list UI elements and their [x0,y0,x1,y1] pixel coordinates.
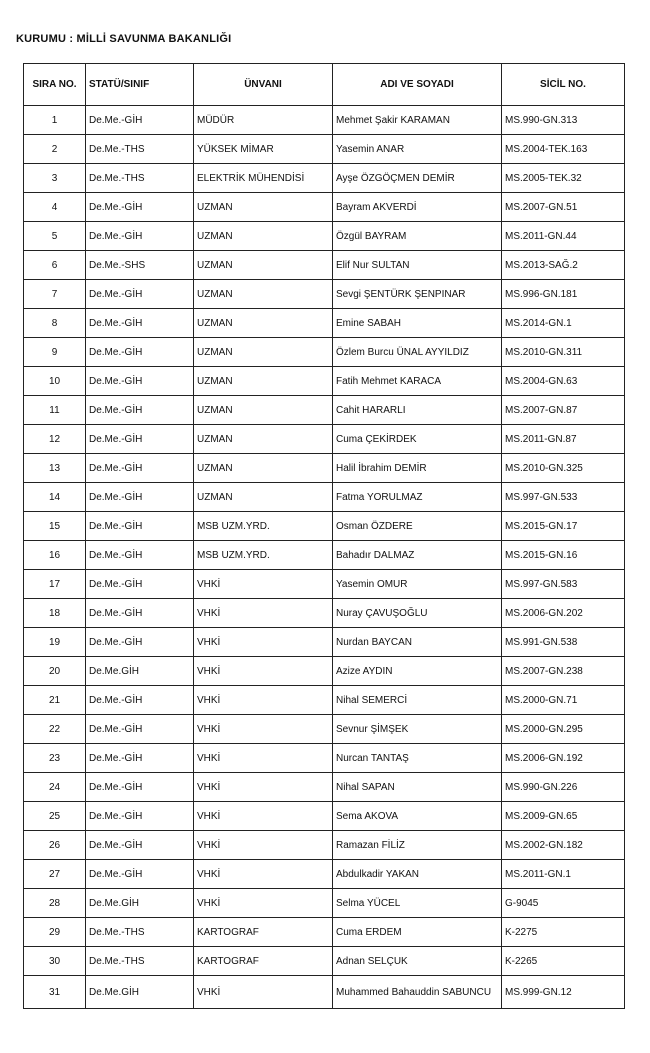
statu-sinif-cell: De.Me.-GİH [86,860,194,889]
table-row [24,396,625,425]
table-row [24,541,625,570]
sicil-no-cell: MS.2007-GN.238 [502,657,625,686]
table-row [24,454,625,483]
table-row [24,657,625,686]
row-number-cell: 1 [24,106,86,135]
sicil-no-cell: K-2265 [502,947,625,976]
statu-sinif-cell: De.Me.-THS [86,918,194,947]
table-row [24,425,625,454]
adi-soyadi-cell: Cahit HARARLI [333,396,502,425]
adi-soyadi-cell: Sevnur ŞİMŞEK [333,715,502,744]
table-row [24,193,625,222]
sicil-no-cell: MS.2011-GN.1 [502,860,625,889]
statu-sinif-cell: De.Me.-GİH [86,773,194,802]
unvan-cell: UZMAN [194,367,333,396]
adi-soyadi-cell: Cuma ÇEKİRDEK [333,425,502,454]
table-row [24,773,625,802]
table-row [24,483,625,512]
table-row [24,309,625,338]
unvan-cell: UZMAN [194,425,333,454]
statu-sinif-cell: De.Me.-GİH [86,483,194,512]
unvan-cell: MÜDÜR [194,106,333,135]
row-number-cell: 10 [24,367,86,396]
row-number-cell: 28 [24,889,86,918]
row-number-cell: 16 [24,541,86,570]
header-sicil-no: SİCİL NO. [502,64,625,106]
table-row [24,628,625,657]
adi-soyadi-cell: Elif Nur SULTAN [333,251,502,280]
unvan-cell: UZMAN [194,309,333,338]
statu-sinif-cell: De.Me.-GİH [86,106,194,135]
row-number-cell: 15 [24,512,86,541]
adi-soyadi-cell: Fatih Mehmet KARACA [333,367,502,396]
sicil-no-cell: MS.2014-GN.1 [502,309,625,338]
adi-soyadi-cell: Nuray ÇAVUŞOĞLU [333,599,502,628]
adi-soyadi-cell: Sema AKOVA [333,802,502,831]
adi-soyadi-cell: Ayşe ÖZGÖÇMEN DEMİR [333,164,502,193]
unvan-cell: VHKİ [194,831,333,860]
sicil-no-cell: MS.2005-TEK.32 [502,164,625,193]
unvan-cell: VHKİ [194,976,333,1009]
sicil-no-cell: MS.2002-GN.182 [502,831,625,860]
adi-soyadi-cell: Özlem Burcu ÜNAL AYYILDIZ [333,338,502,367]
row-number-cell: 27 [24,860,86,889]
table-row [24,570,625,599]
adi-soyadi-cell: Özgül BAYRAM [333,222,502,251]
unvan-cell: VHKİ [194,860,333,889]
row-number-cell: 30 [24,947,86,976]
table-row [24,831,625,860]
unvan-cell: VHKİ [194,773,333,802]
row-number-cell: 17 [24,570,86,599]
statu-sinif-cell: De.Me.-GİH [86,570,194,599]
statu-sinif-cell: De.Me.-GİH [86,280,194,309]
table-row [24,918,625,947]
header-adi-soyadi: ADI VE SOYADI [333,64,502,106]
statu-sinif-cell: De.Me.-GİH [86,744,194,773]
statu-sinif-cell: De.Me.-GİH [86,686,194,715]
statu-sinif-cell: De.Me.-GİH [86,512,194,541]
adi-soyadi-cell: Yasemin OMUR [333,570,502,599]
table-row [24,976,625,1009]
row-number-cell: 8 [24,309,86,338]
unvan-cell: KARTOGRAF [194,918,333,947]
table-row [24,802,625,831]
row-number-cell: 19 [24,628,86,657]
unvan-cell: UZMAN [194,280,333,309]
adi-soyadi-cell: Ramazan FİLİZ [333,831,502,860]
table-row [24,135,625,164]
unvan-cell: VHKİ [194,715,333,744]
sicil-no-cell: MS.2015-GN.17 [502,512,625,541]
unvan-cell: MSB UZM.YRD. [194,541,333,570]
unvan-cell: UZMAN [194,338,333,367]
sicil-no-cell: MS.990-GN.226 [502,773,625,802]
adi-soyadi-cell: Nurcan TANTAŞ [333,744,502,773]
table-row [24,512,625,541]
statu-sinif-cell: De.Me.-THS [86,164,194,193]
unvan-cell: ELEKTRİK MÜHENDİSİ [194,164,333,193]
statu-sinif-cell: De.Me.-GİH [86,193,194,222]
table-row [24,338,625,367]
table-row [24,860,625,889]
statu-sinif-cell: De.Me.GİH [86,976,194,1009]
sicil-no-cell: MS.2010-GN.311 [502,338,625,367]
statu-sinif-cell: De.Me.-GİH [86,628,194,657]
row-number-cell: 25 [24,802,86,831]
sicil-no-cell: MS.2007-GN.51 [502,193,625,222]
sicil-no-cell: MS.2000-GN.71 [502,686,625,715]
statu-sinif-cell: De.Me.-GİH [86,541,194,570]
unvan-cell: YÜKSEK MİMAR [194,135,333,164]
adi-soyadi-cell: Nihal SEMERCİ [333,686,502,715]
adi-soyadi-cell: Emine SABAH [333,309,502,338]
adi-soyadi-cell: Nurdan BAYCAN [333,628,502,657]
sicil-no-cell: MS.997-GN.583 [502,570,625,599]
unvan-cell: VHKİ [194,628,333,657]
statu-sinif-cell: De.Me.-GİH [86,367,194,396]
adi-soyadi-cell: Azize AYDIN [333,657,502,686]
sicil-no-cell: G-9045 [502,889,625,918]
statu-sinif-cell: De.Me.-GİH [86,802,194,831]
adi-soyadi-cell: Halil İbrahim DEMİR [333,454,502,483]
sicil-no-cell: MS.2006-GN.192 [502,744,625,773]
adi-soyadi-cell: Yasemin ANAR [333,135,502,164]
unvan-cell: UZMAN [194,483,333,512]
sicil-no-cell: MS.2011-GN.87 [502,425,625,454]
row-number-cell: 18 [24,599,86,628]
unvan-cell: VHKİ [194,570,333,599]
row-number-cell: 20 [24,657,86,686]
table-body [24,106,625,1009]
statu-sinif-cell: De.Me.-GİH [86,454,194,483]
sicil-no-cell: MS.2000-GN.295 [502,715,625,744]
statu-sinif-cell: De.Me.-SHS [86,251,194,280]
statu-sinif-cell: De.Me.-GİH [86,599,194,628]
row-number-cell: 2 [24,135,86,164]
sicil-no-cell: MS.2007-GN.87 [502,396,625,425]
table-row [24,744,625,773]
unvan-cell: VHKİ [194,889,333,918]
adi-soyadi-cell: Fatma YORULMAZ [333,483,502,512]
row-number-cell: 7 [24,280,86,309]
table-row [24,164,625,193]
unvan-cell: UZMAN [194,193,333,222]
row-number-cell: 11 [24,396,86,425]
statu-sinif-cell: De.Me.-GİH [86,396,194,425]
row-number-cell: 21 [24,686,86,715]
statu-sinif-cell: De.Me.-THS [86,947,194,976]
row-number-cell: 9 [24,338,86,367]
unvan-cell: UZMAN [194,251,333,280]
sicil-no-cell: MS.2009-GN.65 [502,802,625,831]
adi-soyadi-cell: Mehmet Şakir KARAMAN [333,106,502,135]
sicil-no-cell: MS.2004-GN.63 [502,367,625,396]
statu-sinif-cell: De.Me.-GİH [86,715,194,744]
statu-sinif-cell: De.Me.-THS [86,135,194,164]
table-row [24,222,625,251]
row-number-cell: 31 [24,976,86,1009]
personnel-table [23,63,625,1009]
statu-sinif-cell: De.Me.-GİH [86,222,194,251]
sicil-no-cell: MS.2010-GN.325 [502,454,625,483]
adi-soyadi-cell: Muhammed Bahauddin SABUNCU [333,976,502,1009]
row-number-cell: 13 [24,454,86,483]
table-row [24,280,625,309]
row-number-cell: 4 [24,193,86,222]
table-row [24,599,625,628]
row-number-cell: 12 [24,425,86,454]
header-sira-no: SIRA NO. [24,64,86,106]
unvan-cell: VHKİ [194,599,333,628]
unvan-cell: UZMAN [194,396,333,425]
row-number-cell: 29 [24,918,86,947]
statu-sinif-cell: De.Me.-GİH [86,831,194,860]
unvan-cell: UZMAN [194,454,333,483]
table-row [24,251,625,280]
unvan-cell: VHKİ [194,802,333,831]
statu-sinif-cell: De.Me.GİH [86,889,194,918]
adi-soyadi-cell: Selma YÜCEL [333,889,502,918]
statu-sinif-cell: De.Me.-GİH [86,309,194,338]
table-row [24,367,625,396]
unvan-cell: VHKİ [194,744,333,773]
row-number-cell: 22 [24,715,86,744]
table-header-row [24,64,625,106]
header-unvani: ÜNVANI [194,64,333,106]
page-title: KURUMU : MİLLİ SAVUNMA BAKANLIĞI [16,33,232,45]
statu-sinif-cell: De.Me.-GİH [86,338,194,367]
sicil-no-cell: MS.996-GN.181 [502,280,625,309]
sicil-no-cell: MS.2013-SAĞ.2 [502,251,625,280]
adi-soyadi-cell: Bayram AKVERDİ [333,193,502,222]
sicil-no-cell: MS.2006-GN.202 [502,599,625,628]
row-number-cell: 24 [24,773,86,802]
header-statu-sinif: STATÜ/SINIF [86,64,194,106]
adi-soyadi-cell: Abdulkadir YAKAN [333,860,502,889]
table-row [24,715,625,744]
sicil-no-cell: K-2275 [502,918,625,947]
table-row [24,686,625,715]
unvan-cell: VHKİ [194,657,333,686]
statu-sinif-cell: De.Me.GİH [86,657,194,686]
table-row [24,889,625,918]
row-number-cell: 5 [24,222,86,251]
unvan-cell: KARTOGRAF [194,947,333,976]
adi-soyadi-cell: Nihal SAPAN [333,773,502,802]
sicil-no-cell: MS.2004-TEK.163 [502,135,625,164]
table-row [24,106,625,135]
adi-soyadi-cell: Osman ÖZDERE [333,512,502,541]
sicil-no-cell: MS.2011-GN.44 [502,222,625,251]
unvan-cell: MSB UZM.YRD. [194,512,333,541]
row-number-cell: 3 [24,164,86,193]
statu-sinif-cell: De.Me.-GİH [86,425,194,454]
row-number-cell: 23 [24,744,86,773]
table-row [24,947,625,976]
adi-soyadi-cell: Bahadır DALMAZ [333,541,502,570]
sicil-no-cell: MS.999-GN.12 [502,976,625,1009]
row-number-cell: 26 [24,831,86,860]
adi-soyadi-cell: Adnan SELÇUK [333,947,502,976]
sicil-no-cell: MS.997-GN.533 [502,483,625,512]
row-number-cell: 6 [24,251,86,280]
adi-soyadi-cell: Cuma ERDEM [333,918,502,947]
unvan-cell: UZMAN [194,222,333,251]
unvan-cell: VHKİ [194,686,333,715]
row-number-cell: 14 [24,483,86,512]
adi-soyadi-cell: Sevgi ŞENTÜRK ŞENPINAR [333,280,502,309]
sicil-no-cell: MS.990-GN.313 [502,106,625,135]
sicil-no-cell: MS.991-GN.538 [502,628,625,657]
sicil-no-cell: MS.2015-GN.16 [502,541,625,570]
